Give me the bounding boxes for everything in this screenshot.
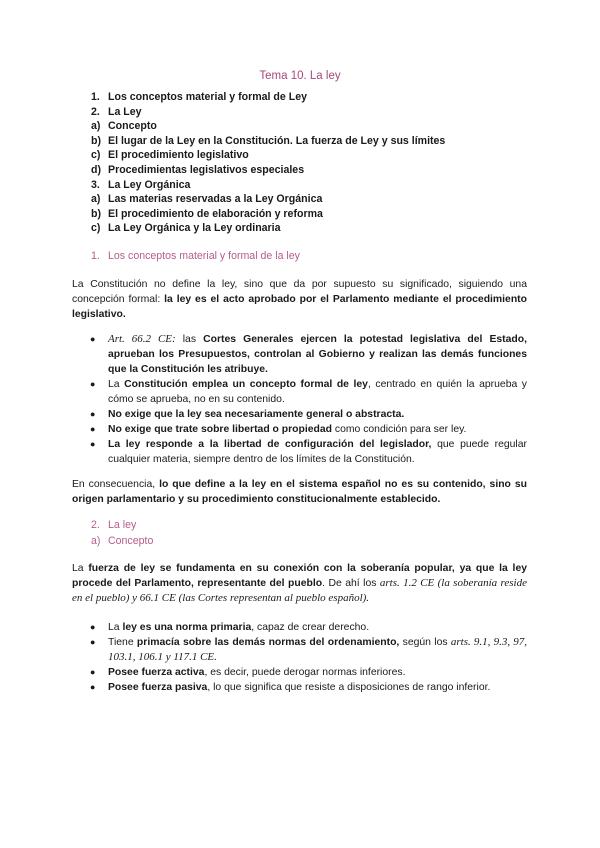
bullet-icon: ● [90, 379, 96, 389]
section-2-heading: 2. La ley [91, 519, 137, 531]
bullet-icon: ● [90, 682, 96, 692]
toc-item: a) Las materias reservadas a la Ley Orgánica [91, 193, 323, 206]
list-item: ● Posee fuerza pasiva, lo que significa que resiste a disposiciones de rango inferior. [90, 682, 491, 693]
document-title: Tema 10. La ley [259, 70, 341, 82]
toc-item: b) El lugar de la Ley en la Constitución. La fuerza de Ley y sus límites [91, 134, 446, 147]
bullet-icon: ● [90, 439, 96, 449]
toc-item: a) Concepto [91, 120, 157, 133]
section-2a-heading: a) Concepto [91, 535, 154, 547]
section-1-bullet-list [90, 332, 527, 467]
list-item: ● La ley es una norma primaria, capaz de crear derecho. [90, 622, 370, 633]
toc-item: b) El procedimiento de elaboración y reforma [91, 207, 323, 220]
list-item: ● No exige que la ley sea necesariamente general o abstracta. [90, 409, 405, 420]
toc-item: c) La Ley Orgánica y la Ley ordinaria [91, 222, 281, 235]
bullet-icon: ● [90, 409, 96, 419]
table-of-contents [91, 90, 445, 236]
bullet-icon: ● [90, 667, 96, 677]
toc-item: 1. Los conceptos material y formal de Ley [91, 91, 307, 103]
section-2-intro: La fuerza de ley se fundamenta en su conexión con la soberanía popular, ya que la ley procede del Parlamento, representante del pueblo. De ahí los arts. 1.2 CE (la soberanía reside en el pueblo) y 66.1 CE (las Cortes representan al pueblo español). [72, 563, 527, 604]
section-1-intro: La Constitución no define la ley, sino que da por supuesto su significado, siguiendo una concepción formal: la ley es el acto aprobado por el Parlamento mediante el procedimiento legislativo. [72, 279, 527, 320]
list-item: ● La Constitución emplea un concepto formal de ley, centrado en quién la aprueba y cómo se aprueba, no en su contenido. [90, 379, 527, 405]
list-item: ● Art. 66.2 CE: las Cortes Generales ejercen la potestad legislativa del Estado, aprueban los Presupuestos, controlan al Gobierno y realizan las demás funciones que la Constitución les atribuye. [90, 333, 527, 375]
section-1-heading: 1. Los conceptos material y formal de la ley [91, 250, 300, 262]
toc-item: c) El procedimiento legislativo [91, 149, 249, 162]
list-item: ● Posee fuerza activa, es decir, puede derogar normas inferiores. [90, 667, 406, 678]
bullet-icon: ● [90, 622, 96, 632]
bullet-icon: ● [90, 637, 96, 647]
section-1-conclusion: En consecuencia, lo que define a la ley en el sistema español no es su contenido, sino su origen parlamentario y su procedimiento constitucionalmente establecido. [72, 479, 527, 505]
toc-item: 3. La Ley Orgánica [91, 178, 191, 191]
toc-item: 2. La Ley [91, 105, 142, 118]
bullet-icon: ● [90, 424, 96, 434]
bullet-icon: ● [90, 334, 96, 344]
toc-item: d) Procedimientas legislativos especiales [91, 163, 305, 176]
section-2-bullet-list [90, 620, 527, 695]
list-item: ● La ley responde a la libertad de configuración del legislador, que puede regular cualquier materia, siempre dentro de los límites de la Constitución. [90, 439, 527, 465]
list-item: ● No exige que trate sobre libertad o propiedad como condición para ser ley. [90, 424, 467, 435]
list-item: ● Tiene primacía sobre las demás normas del ordenamiento, según los arts. 9.1, 9.3, 97, 103.1, 106.1 y 117.1 CE. [90, 636, 527, 663]
